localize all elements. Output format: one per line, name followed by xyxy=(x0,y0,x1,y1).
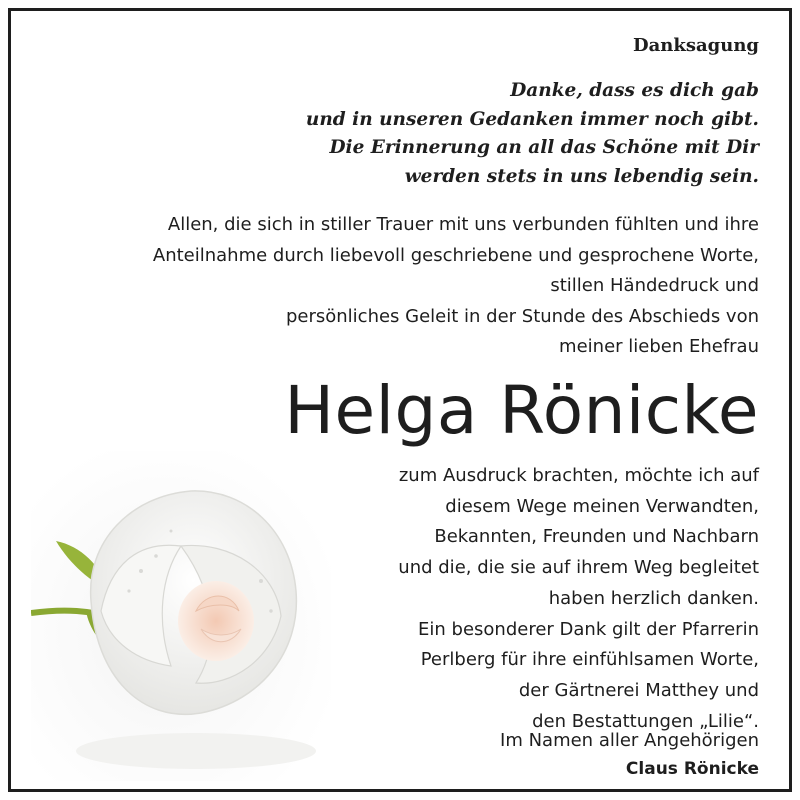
thanks-line: zum Ausdruck brachten, möchte ich auf xyxy=(398,465,759,486)
intro-line: persönliches Geleit in der Stunde des Abschieds von xyxy=(285,305,759,327)
thanks-line: und die, die sie auf ihrem Weg begleitet xyxy=(398,557,759,579)
signature-intro: Im Namen aller Angehörigen xyxy=(500,730,759,751)
thanks-line: Ein besonderer Dank gilt der Pfarrerin xyxy=(418,618,759,640)
intro-line: meiner lieben Ehefrau xyxy=(559,336,759,357)
thanks-line: haben herzlich danken. xyxy=(548,587,759,609)
thanks-line: Bekannten, Freunden und Nachbarn xyxy=(434,526,759,548)
thanks-paragraph xyxy=(289,461,759,737)
thanks-line: Perlberg für ihre einfühlsamen Worte, xyxy=(420,649,759,671)
notice-heading: Danksagung xyxy=(633,35,759,56)
thanks-line: den Bestattungen „Lilie“. xyxy=(532,710,759,732)
intro-line: Allen, die sich in stiller Trauer mit uns verbunden fühlten und ihre xyxy=(167,214,759,235)
poem-line: Die Erinnerung an all das Schöne mit Dir xyxy=(329,137,759,158)
poem-line: Danke, dass es dich gab xyxy=(510,80,759,101)
thanks-line: der Gärtnerei Matthey und xyxy=(518,679,759,701)
deceased-name: Helga Rönicke xyxy=(284,372,759,449)
poem-block xyxy=(199,77,759,191)
poem-line: und in unseren Gedanken immer noch gibt. xyxy=(305,108,759,130)
obituary-notice xyxy=(8,8,792,792)
intro-line: stillen Händedruck und xyxy=(550,275,759,296)
thanks-line: diesem Wege meinen Verwandten, xyxy=(445,495,759,517)
intro-line: Anteilnahme durch liebevoll geschriebene und gesprochene Worte, xyxy=(152,244,759,266)
signature-name: Claus Rönicke xyxy=(625,759,759,779)
poem-line: werden stets in uns lebendig sein. xyxy=(404,165,759,187)
intro-paragraph xyxy=(19,210,759,363)
white-rose-image xyxy=(31,451,331,781)
